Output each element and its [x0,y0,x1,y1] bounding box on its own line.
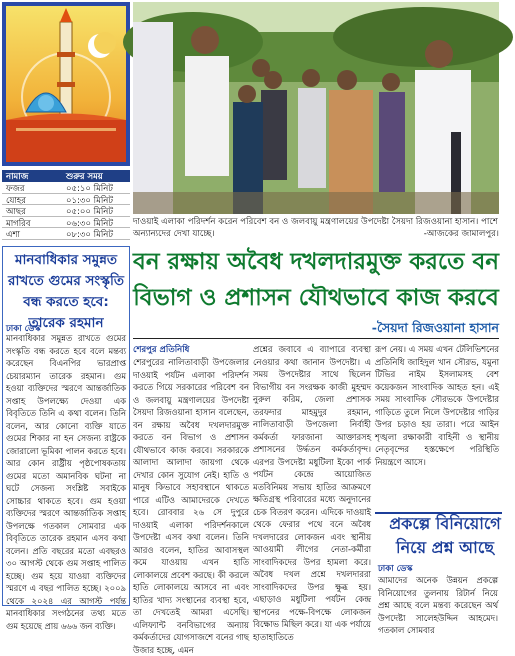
left-story-dateline: ঢাকা ডেস্ক [6,324,41,334]
photo-caption-text: দাওয়াই এলাকা পরিদর্শন করেন পরিবেশ বন ও জলবায়ু মন্ত্রণালয়ের উপদেষ্টা সৈয়দা রিজওয়ানা হাসান। পাশে অন্যান্যদের দেখা যাচ্ছে। [133,217,498,239]
main-story-column-1: শেরপুরের নালিতাবাড়ী উপজেলার দাওয়াই পর্যটন এলাকা পরিদর্শন করতে গিয়ে সরকারের পরিবেশ বন ও জলবায়ু মন্ত্রণালয়ের উপদেষ্টা সৈয়দা রিজওয়ানা হাসান বলেছেন, বন রক্ষায় অবৈধ দখলদারমুক্ত করতে বন বিভাগ ও প্রশাসন যৌথভাবে কাজ করবে। সরকারকে আলাদা আলাদা জায়গা থেকে দেখার কোন সুযোগ নেই। হাতি ও মানুষ কিভাবে সহাবস্থানে থাকতে পারে এটিও আমাদেরকে দেখতে হবে। রোববার ২৬ সে দুপুরে দাওয়াই এলাকা পরিদর্শনকালে উপদেষ্টা এসব কথা বলেন। তিনি আরও বলেন, হাতির আবাসস্থল কমে যাওয়ায় এখন হাতি লোকালয়ে প্রবেশ করছে। কী করলে হাতি লোকালয়ে আসবে না এবং হাতির খাদ্য সংস্থানের ব্যবস্থা হবে, তা দেখতেই আমরা এসেছি। এলিফ্যান্ট বনবিভাগের অন্যায় কর্মকর্তাদের যোগসাজশে বনের গাছ উজার হচ্ছে, এমন [133,357,249,655]
prayer-time: ০৮:৩০ মিনিট [66,230,113,240]
prayer-header-time: শুরুর সময় [66,172,103,182]
prayer-row [2,228,130,240]
prayer-time: ০৫:০০ মিনিট [66,207,113,217]
main-story-column-3: রূপ নেয়। এ সময় এখন টেলিভিশনের প্রতিনিধি জাহিদুল খান সৌরভ, যমুনা টিভির নাইম ইসলামসহ বেশ কয়েকজন সাংবাদিক আহত হন। এই সময় সাংবাদিক সৌরভকে উপদেষ্টার গাড়িতে তুলে নিলে উপদেষ্টার গাড়ির উপর চড়াও হয় তারা। পরে আইন শৃঙ্খলা রক্ষাকারী বাহিনী ও স্থানীয় নেতৃবৃন্দের হস্তক্ষেপে পরিস্থিতি নিয়ন্ত্রণে আসে। [375,344,499,467]
prayer-time: ০১:৩০ মিনিট [66,195,113,206]
headline-attribution: -সৈয়দা রিজওয়ানা হাসান [371,320,499,335]
teaser-headline-line2: নিয়ে প্রশ্ন আছে [396,538,494,557]
prayer-name: যোহর [6,195,26,206]
prayer-header-name: নামাজ [6,172,29,182]
prayer-name: মাগরিব [6,218,31,229]
section-divider [133,338,499,339]
prayer-row [2,205,130,217]
prayer-row [2,194,130,206]
teaser-dateline: ঢাকা ডেস্ক [378,564,413,574]
photo-caption [133,216,499,240]
prayer-time: ০৫:১০ মিনিট [66,184,113,194]
main-story-column-2: প্রশ্নের জবাবে এ ব্যাপারে ব্যবস্থা নেওয়ার কথা জানান উপদেষ্টা। এ সময় উপদেষ্টার সাথে ছিলেন বিভাগীয় বন সংরক্ষক কাজী মুহম্মদ নুরুল করিম, জেলা প্রশাসক তরফদার মাহমুদুর রহমান, নালিতাবাড়ী উপজেলা নির্বাহী কর্মকর্তা ফারজানা আক্তারসহ প্রশাসনের উর্দ্ধতন কর্মকর্তাবৃন্দ। এরপর উপদেষ্টা মধুটিলা ইকো পার্ক পর্যটন কেন্দ্রে আয়োজিত মতবিনিময় সভায় হাতির আক্রমণে ক্ষতিগ্রস্থ পরিবারের মধ্যে অনুদানের চেক বিতরণ করেন। এদিকে দাওয়াই থেকে ফেরার পথে বনে অবৈধ দখলদারের লোকজন এবং স্থানীয় আওয়ামী লীগের নেতা-কর্মীরা সাংবাদিকদের উপর হামলা করে। অবৈধ দখল প্রশ্নে দখলদাররা সাংবাদিকদের উপর ক্ষুব্ধ হয়। এছাড়াও মধুটিলা পর্যটন কেন্দ্র স্থাপনের পক্ষে-বিপক্ষে লোকজন বিক্ষোভ মিছিল করে। যা এক পর্যায়ে হাতাহাতিতে [253,344,371,642]
teaser-headline-line1: প্রকল্পে বিনিয়োগে [389,514,501,533]
left-story-headline: মানবাধিকার সমুন্নত রাখতে গুমের সংস্কৃতি বন্ধ করতে হবে: তারেক রহমান [8,252,124,331]
main-story-dateline: শেরপুর প্রতিনিধি [133,345,190,355]
prayer-times-table [2,170,130,240]
prayer-name: এশা [6,230,20,240]
prayer-name: আছর [6,207,26,217]
left-story-body: মানবাধিকার সমুন্নত রাখতে গুমের সংস্কৃতি বন্ধ করতে হবে বলে মন্তব্য করেছেন বিএনপির ভারপ্রাপ্ত চেয়ারম্যান তারেক রহমান। গুম হওয়া ব্যক্তিদের স্মরণে আন্তর্জাতিক সপ্তাহ উপলক্ষ্যে দেওয়া এক বিবৃতিতে তিনি এ কথা বলেন। তিনি বলেন, আর কোনো ব্যক্তি যাতে গুমের শিকার না হন সেজন্য রাষ্ট্রকে জোরালো ভূমিকা পালন করতে হবে। আর কোন রাষ্ট্রীয় পৃষ্ঠপোষকতায় গুমের মতো অমানবিক ঘটনা না ঘটে সেজন্য সংশ্লিষ্ট সবাইকে সোচ্চার থাকতে হবে। গুম হওয়া ব্যক্তিদের স্মরণে আন্তর্জাতিক সপ্তাহ উপলক্ষে গতকাল সোমবার এক বিবৃতিতে তারেক রহমান এসব কথা বলেন। প্রতি বছরের মতো এবছরও ৩০ আগস্ট থেকে গুম সপ্তাহ পালিত হচ্ছে। গুম হয়ে যাওয়া ব্যক্তিদের স্মরণে এ বছর পালিত হচ্ছে। ২০০৯ থেকে ২০২৪ এর আগস্ট পর্যন্ত মানবাধিকার সংগঠনের তথ্য মতে গুম হয়েছে প্রায় ৬৬৬ জন ব্যক্তি। [6,333,126,631]
prayer-table-header [2,170,130,182]
prayer-time: ০৬:৩০ মিনিট [66,218,113,229]
prayer-row [2,217,130,229]
main-headline [133,244,499,316]
prayer-name: ফজর [6,184,25,194]
main-headline-line2: বিভাগ ও প্রশাসন যৌথভাবে কাজ করবে [133,284,499,311]
photo-credit: -আজকের জামালপুর। [423,229,499,239]
teaser-headline [375,512,515,560]
mosque-illustration [2,2,130,166]
prayer-row [2,182,130,194]
teaser-body: আমাদের অনেক উন্নয়ন প্রকল্পে বিনিয়োগের তুলনায় রিটার্ন নিয়ে প্রশ্ন আছে বলে মন্তব্য করেছেন অর্থ উপদেষ্টা সালেহউদ্দিন আহমেদ। গতকাল সোমবার [378,575,498,635]
news-photo [133,2,499,214]
main-headline-line1: বন রক্ষায় অবৈধ দখলদারমুক্ত করতে বন [133,248,499,275]
